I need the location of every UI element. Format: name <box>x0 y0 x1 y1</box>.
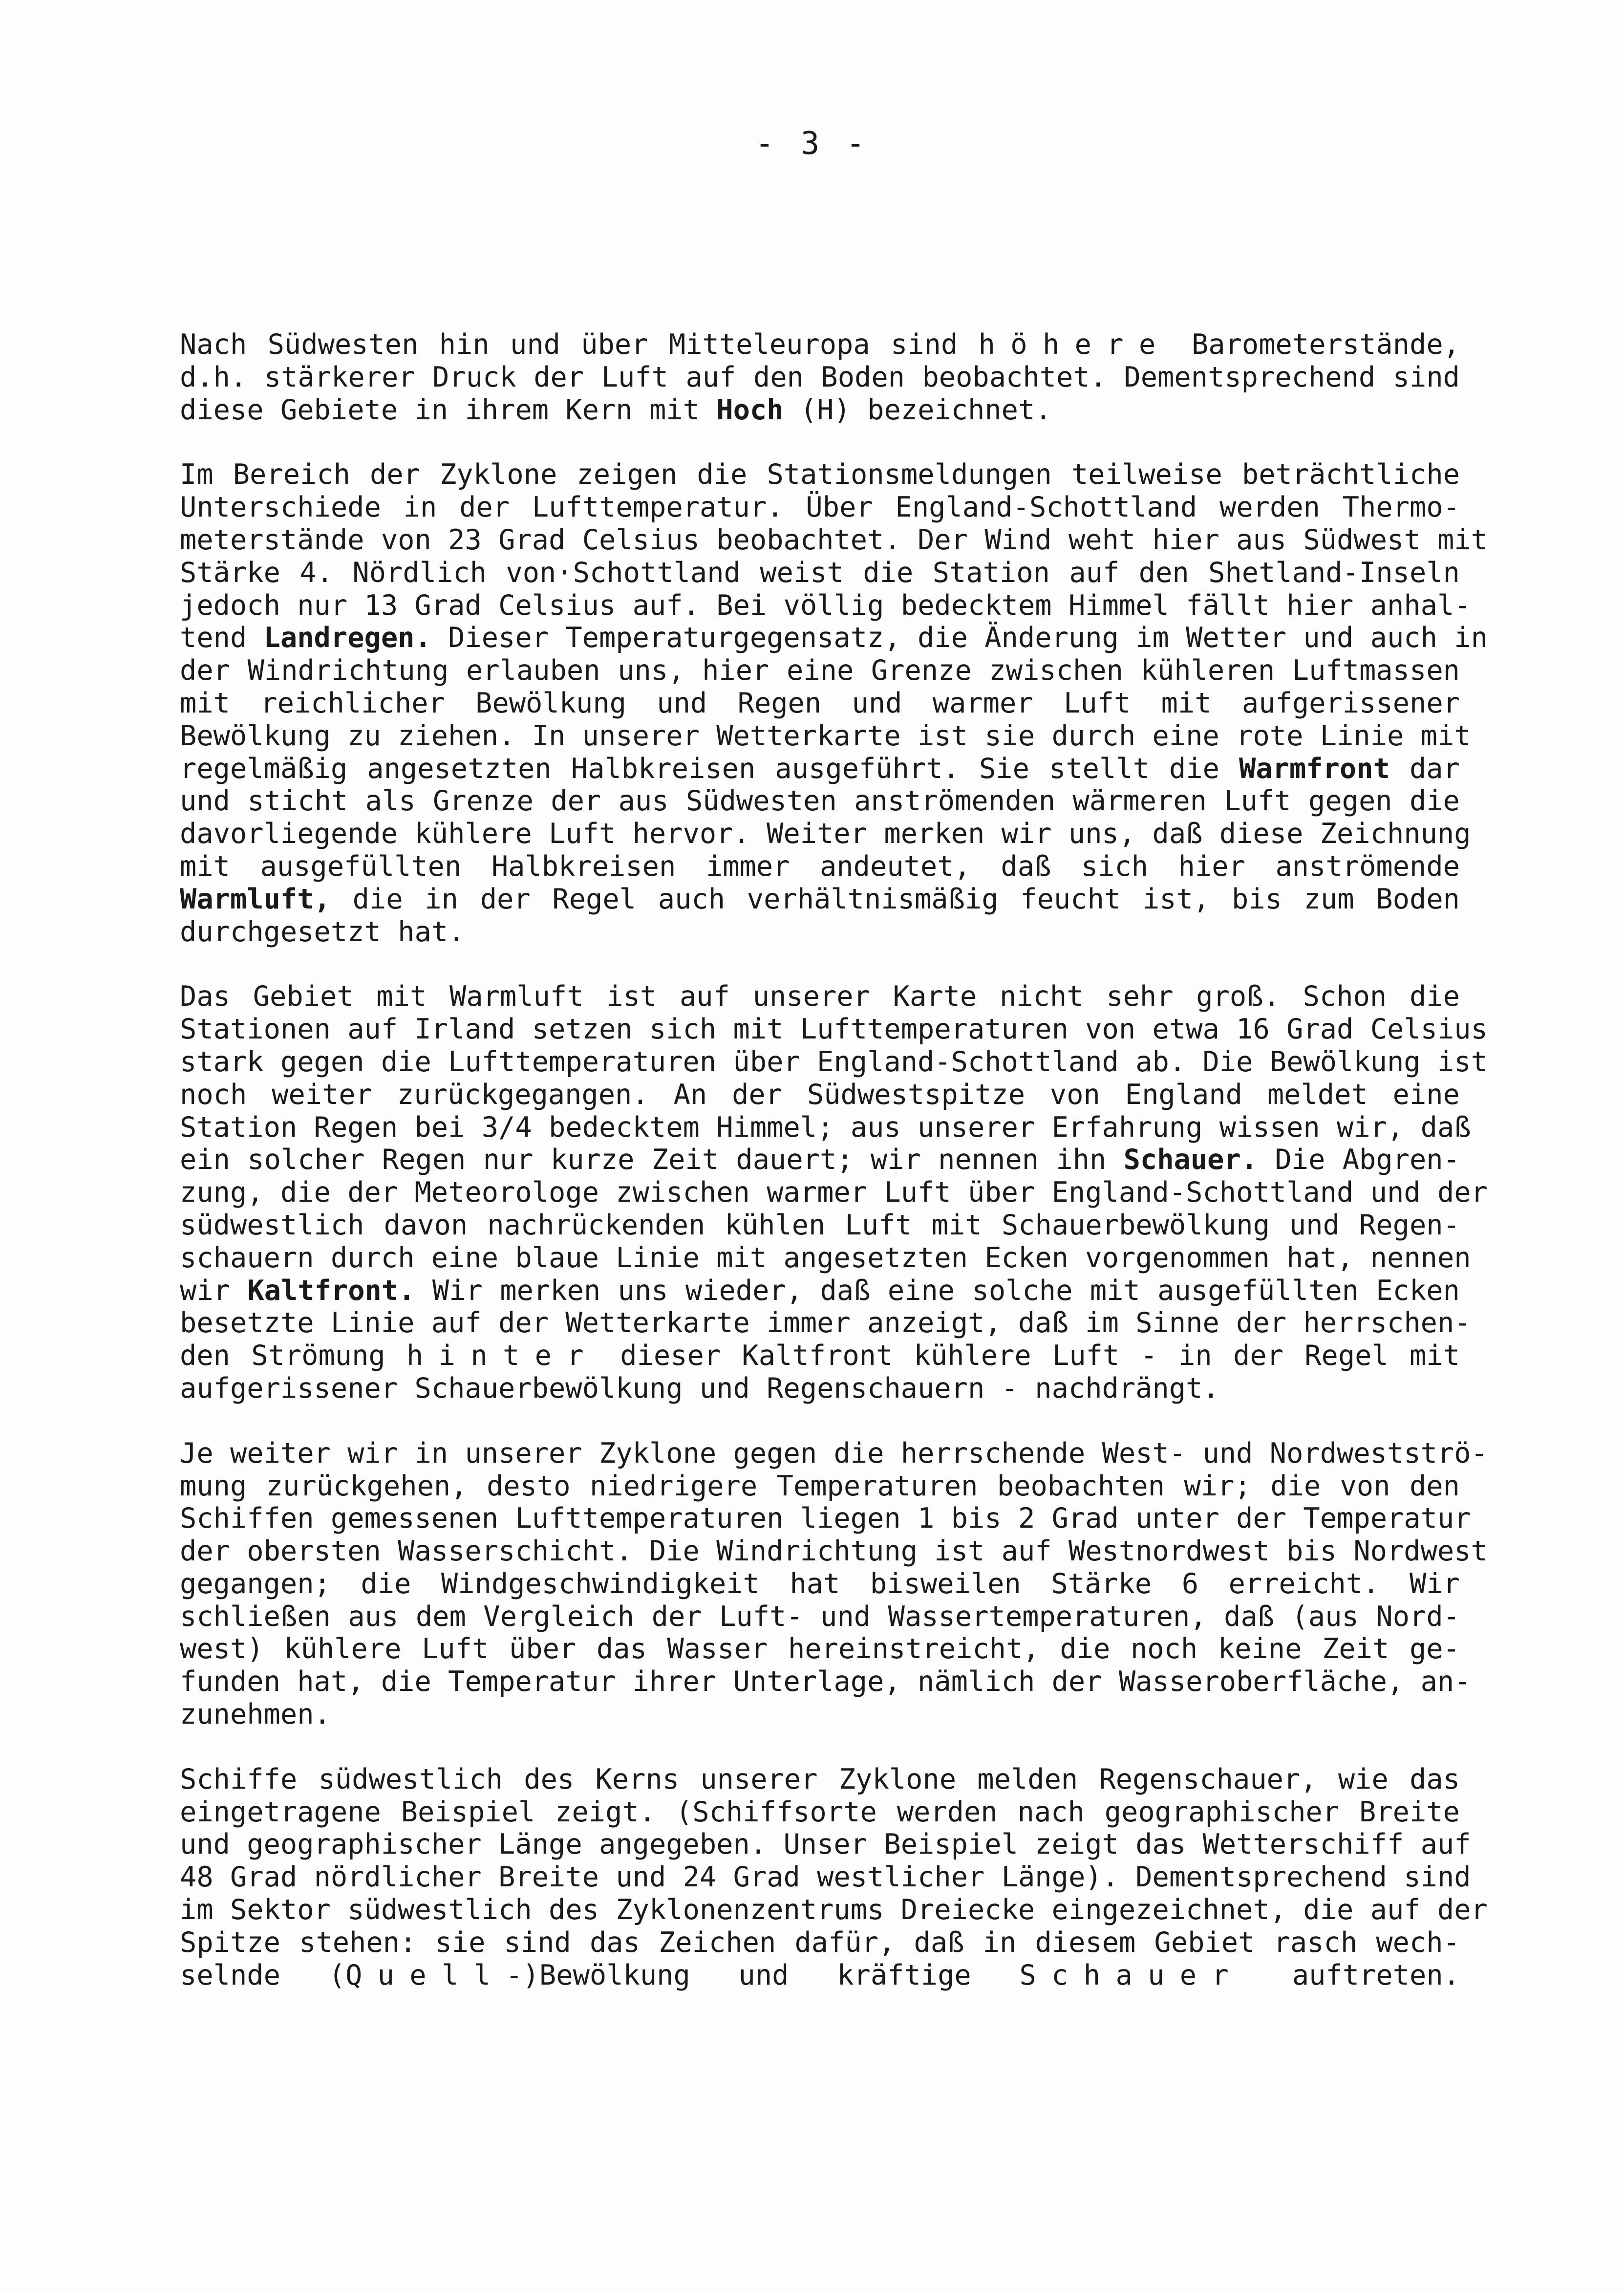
text-line: der obersten Wasserschicht. Die Windrichtung ist auf Westnordwest bis Nordwest <box>180 1535 1488 1568</box>
text-line: selnde (Quell-)Bewölkung und kräftige Schauer auftreten. <box>180 1959 1460 1991</box>
text-line: Stationen auf Irland setzen sich mit Lufttemperaturen von etwa 16 Grad Celsius <box>180 1013 1488 1046</box>
text-line: und geographischer Länge angegeben. Unser Beispiel zeigt das Wetterschiff auf <box>180 1828 1471 1861</box>
text-line: davorliegende kühlere Luft hervor. Weiter merken wir uns, daß diese Zeichnung <box>180 818 1471 850</box>
text-line: südwestlich davon nachrückenden kühlen Luft mit Schauerbewölkung und Regen- <box>180 1209 1460 1241</box>
text-line: aufgerissener Schauerbewölkung und Regenschauern - nachdrängt. <box>180 1372 1219 1405</box>
text-line: Warmluft, die in der Regel auch verhältnismäßig feucht ist, bis zum Boden <box>180 883 1460 915</box>
paragraph <box>180 980 1488 1405</box>
text-line: d.h. stärkerer Druck der Luft auf den Boden beobachtet. Dementsprechend sind <box>180 361 1460 393</box>
text-line: meterstände von 23 Grad Celsius beobachtet. Der Wind weht hier aus Südwest mit <box>180 523 1488 556</box>
text-line: mit reichlicher Bewölkung und Regen und warmer Luft mit aufgerissener <box>180 687 1460 719</box>
text-line: Das Gebiet mit Warmluft ist auf unserer Karte nicht sehr groß. Schon die <box>180 980 1460 1013</box>
paragraph <box>180 458 1488 948</box>
text-line: und sticht als Grenze der aus Südwesten anströmenden wärmeren Luft gegen die <box>180 785 1460 818</box>
text-line: jedoch nur 13 Grad Celsius auf. Bei völlig bedecktem Himmel fällt hier anhal- <box>180 589 1471 622</box>
text-line: Im Bereich der Zyklone zeigen die Stationsmeldungen teilweise beträchtliche <box>180 458 1460 491</box>
text-line: Spitze stehen: sie sind das Zeichen dafür, daß in diesem Gebiet rasch wech- <box>180 1926 1460 1959</box>
text-line: noch weiter zurückgegangen. An der Südwestspitze von England meldet eine <box>180 1078 1460 1111</box>
page-number: - 3 - <box>755 126 869 162</box>
text-line: mung zurückgehen, desto niedrigere Temperaturen beobachten wir; die von den <box>180 1470 1460 1502</box>
text-line: den Strömung hinter dieser Kaltfront kühlere Luft - in der Regel mit <box>180 1340 1460 1372</box>
text-line: zung, die der Meteorologe zwischen warmer Luft über England-Schottland und der <box>180 1176 1488 1209</box>
text-line: im Sektor südwestlich des Zyklonenzentrums Dreiecke eingezeichnet, die auf der <box>180 1894 1488 1926</box>
text-line: eingetragene Beispiel zeigt. (Schiffsorte werden nach geographischer Breite <box>180 1795 1460 1828</box>
text-line: Nach Südwesten hin und über Mitteleuropa sind höhere Barometerstände, <box>180 328 1460 361</box>
paragraph <box>180 1437 1488 1731</box>
text-line: Bewölkung zu ziehen. In unserer Wetterkarte ist sie durch eine rote Linie mit <box>180 719 1471 752</box>
text-line: stark gegen die Lufttemperaturen über England-Schottland ab. Die Bewölkung ist <box>180 1045 1488 1078</box>
text-line: besetzte Linie auf der Wetterkarte immer anzeigt, daß im Sinne der herrschen- <box>180 1307 1471 1340</box>
text-line: gegangen; die Windgeschwindigkeit hat bisweilen Stärke 6 erreicht. Wir <box>180 1567 1460 1600</box>
paragraph <box>180 328 1460 426</box>
text-line: durchgesetzt hat. <box>180 915 465 948</box>
text-line: mit ausgefüllten Halbkreisen immer andeutet, daß sich hier anströmende <box>180 850 1460 883</box>
paragraph <box>180 1763 1488 1992</box>
text-line: ein solcher Regen nur kurze Zeit dauert; wir nennen ihn Schauer. Die Abgren- <box>180 1144 1460 1176</box>
text-line: der Windrichtung erlauben uns, hier eine Grenze zwischen kühleren Luftmassen <box>180 654 1460 687</box>
text-line: schließen aus dem Vergleich der Luft- und Wassertemperaturen, daß (aus Nord- <box>180 1600 1460 1633</box>
text-line: schauern durch eine blaue Linie mit angesetzten Ecken vorgenommen hat, nennen <box>180 1241 1471 1274</box>
text-line: Stärke 4. Nördlich von·Schottland weist die Station auf den Shetland-Inseln <box>180 556 1460 589</box>
text-line: funden hat, die Temperatur ihrer Unterlage, nämlich der Wasseroberfläche, an- <box>180 1665 1471 1698</box>
text-line: Schiffe südwestlich des Kerns unserer Zyklone melden Regenschauer, wie das <box>180 1763 1460 1795</box>
body-text <box>180 328 1488 2024</box>
text-line: wir Kaltfront. Wir merken uns wieder, daß eine solche mit ausgefüllten Ecken <box>180 1274 1460 1307</box>
text-line: west) kühlere Luft über das Wasser hereinstreicht, die noch keine Zeit ge- <box>180 1633 1460 1665</box>
text-line: regelmäßig angesetzten Halbkreisen ausgeführt. Sie stellt die Warmfront dar <box>180 752 1460 785</box>
text-line: Unterschiede in der Lufttemperatur. Über England-Schottland werden Thermo- <box>180 491 1460 524</box>
text-line: Je weiter wir in unserer Zyklone gegen die herrschende West- und Nordwestströ- <box>180 1437 1488 1470</box>
text-line: Schiffen gemessenen Lufttemperaturen liegen 1 bis 2 Grad unter der Temperatur <box>180 1502 1471 1535</box>
text-line: zunehmen. <box>180 1698 331 1731</box>
text-line: diese Gebiete in ihrem Kern mit Hoch (H) bezeichnet. <box>180 393 1052 426</box>
text-line: Station Regen bei 3/4 bedecktem Himmel; aus unserer Erfahrung wissen wir, daß <box>180 1111 1471 1144</box>
text-line: 48 Grad nördlicher Breite und 24 Grad westlicher Länge). Dementsprechend sind <box>180 1861 1471 1894</box>
text-line: tend Landregen. Dieser Temperaturgegensatz, die Änderung im Wetter und auch in <box>180 622 1488 654</box>
